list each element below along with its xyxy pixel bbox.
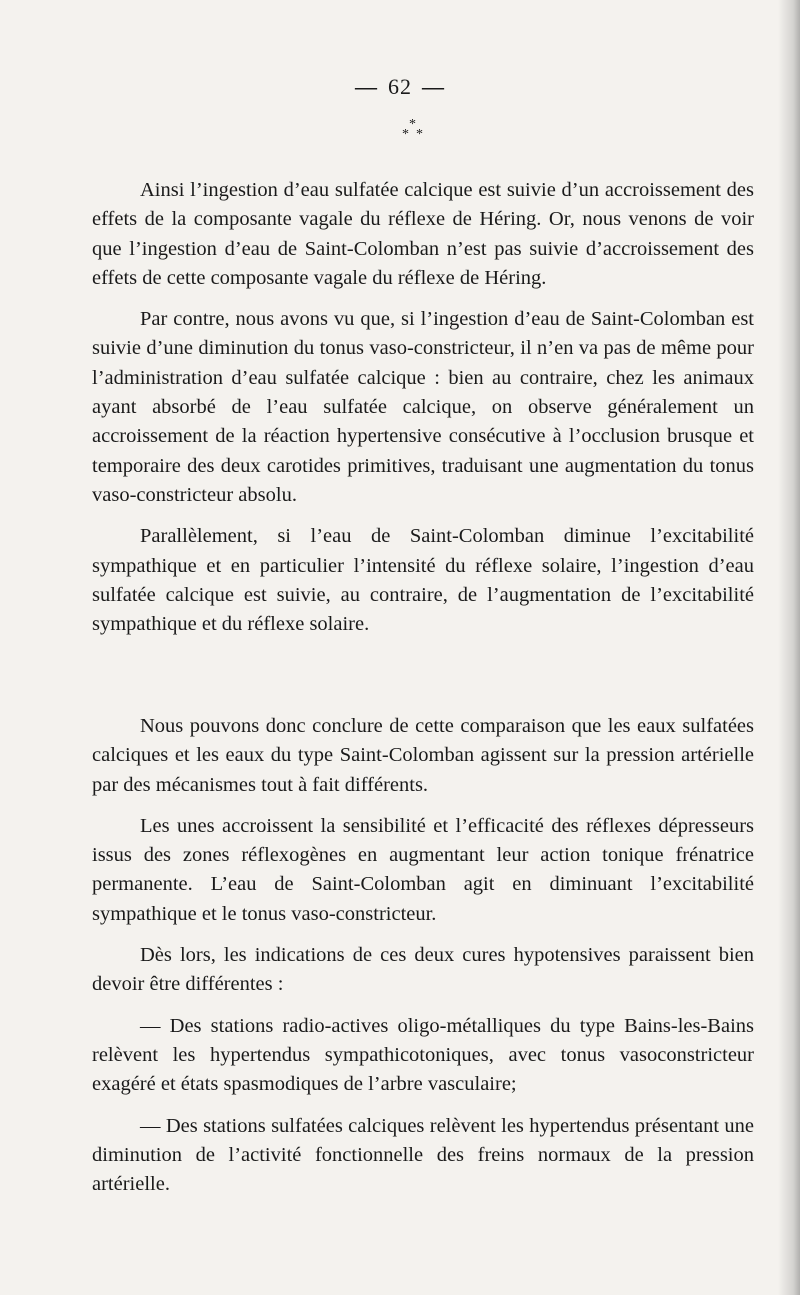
paragraph: Nous pouvons donc conclure de cette comparaison que les eaux sulfatées calciques et les eaux du type Saint-Colomban agissent sur la pression artérielle par des mécanismes tout à fait différents. xyxy=(92,715,754,796)
paragraph-indication-1: — Des stations radio-actives oligo-métalliques du type Bains-les-Bains relèvent les hypertendus sympathicotoniques, avec tonus vasoconstricteur exagéré et états spasmodiques de l’arbre vasculaire; xyxy=(92,1014,754,1096)
page-edge-shadow xyxy=(778,0,800,1295)
paragraph: Ainsi l’ingestion d’eau sulfatée calcique est suivie d’un accroissement des effets de la composante vagale du réflexe de Héring. Or, nous venons de voir que l’ingestion d’eau de Saint-Colomban n’est pas suivie d’accroissement des effets de cette composante vagale du réflexe de Héring. xyxy=(92,179,754,289)
paragraph: Les unes accroissent la sensibilité et l’efficacité des réflexes dépresseurs issus des zones réflexogènes en augmentant leur action tonique frénatrice permanente. L’eau de Saint-Colomban agit en diminuant l’excitabilité sympathique et le tonus vaso-constricteur. xyxy=(92,814,754,925)
page-number-value: 62 xyxy=(388,74,412,99)
asterism-star-right: * xyxy=(416,127,423,142)
section-2 xyxy=(92,712,754,1211)
page-number-dash-left: — xyxy=(355,74,378,99)
paragraph: Dès lors, les indications de ces deux cures hypotensives paraissent bien devoir être différentes : xyxy=(92,944,754,996)
page-number xyxy=(0,74,800,100)
paragraph-indication-2: — Des stations sulfatées calciques relèvent les hypertendus présentant une diminution de l’activité fonctionnelle des freins normaux de la pression artérielle. xyxy=(92,1114,754,1196)
asterism-star-left: * xyxy=(402,127,409,142)
asterism-separator xyxy=(400,118,430,148)
paragraph: Parallèlement, si l’eau de Saint-Colomban diminue l’excitabilité sympathique et en particulier l’intensité du réflexe solaire, l’ingestion d’eau sulfatée calcique est suivie, au contraire, de l’augmentation de l’excitabilité sympathique et du réflexe solaire. xyxy=(92,525,754,636)
section-1 xyxy=(92,176,754,651)
page-number-dash-right: — xyxy=(422,74,445,99)
asterism-star-top: * xyxy=(409,117,416,132)
paragraph: Par contre, nous avons vu que, si l’ingestion d’eau de Saint-Colomban est suivie d’une diminution du tonus vaso-constricteur, il n’en va pas de même pour l’administration d’eau sulfatée calcique : bien au contraire, chez les animaux ayant absorbé de l’eau sulfatée calcique, on observe généralement un accroissement de la réaction hypertensive consécutive à l’occlusion brusque et temporaire des deux carotides primitives, traduisant une augmentation du tonus vaso-constricteur absolu. xyxy=(92,308,754,506)
